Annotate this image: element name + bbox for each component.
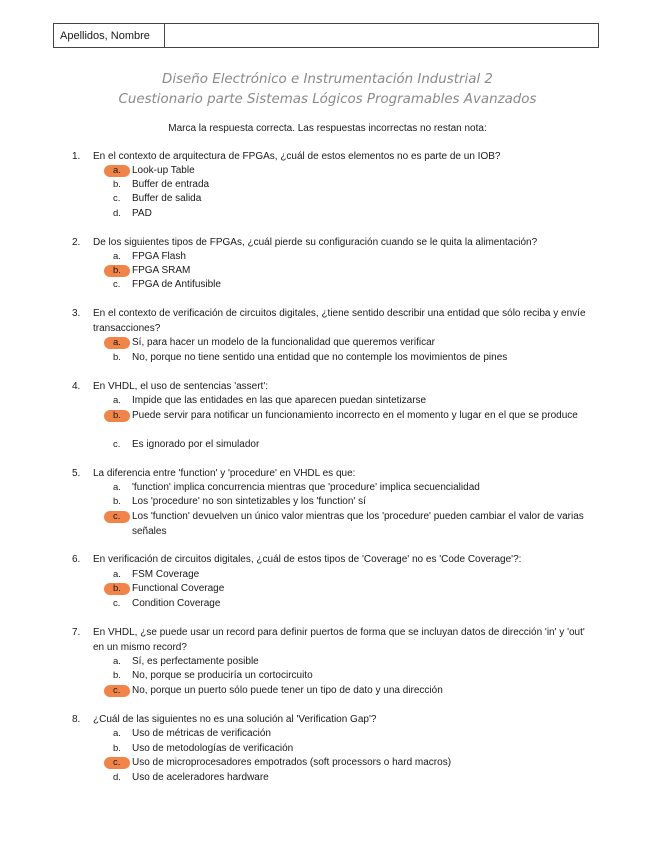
option-letter[interactable]: c. — [113, 439, 121, 450]
question-text: La diferencia entre 'function' y 'procedure' en VHDL es que: — [93, 468, 356, 479]
option-text[interactable]: No, porque se produciría un cortocircuito — [132, 670, 313, 681]
option-text[interactable]: Impide que las entidades en las que aparecen puedan sintetizarse — [132, 395, 427, 406]
option-text[interactable]: Buffer de entrada — [132, 179, 210, 190]
name-field-box[interactable] — [53, 23, 599, 48]
option-text[interactable]: Uso de metodologías de verificación — [132, 743, 294, 754]
question-number: 5. — [72, 468, 81, 479]
option-text[interactable]: FPGA de Antifusible — [132, 279, 221, 290]
question-number: 7. — [72, 627, 81, 638]
option-text[interactable]: 'function' implica concurrencia mientras que 'procedure' implica secuencialidad — [132, 482, 480, 493]
option-letter[interactable]: b. — [113, 265, 121, 276]
question-number: 8. — [72, 714, 81, 725]
option-letter[interactable]: c. — [113, 757, 121, 768]
option-text[interactable]: Buffer de salida — [132, 193, 202, 204]
document-subtitle: Cuestionario parte Sistemas Lógicos Programables Avanzados — [118, 92, 537, 107]
question-text: De los siguientes tipos de FPGAs, ¿cuál pierde su configuración cuando se le quita la alimentación? — [93, 237, 538, 248]
option-text[interactable]: No, porque un puerto sólo puede tener un tipo de dato y una dirección — [132, 685, 443, 696]
name-label: Apellidos, Nombre — [54, 24, 165, 47]
option-letter[interactable]: b. — [113, 743, 121, 754]
option-letter[interactable]: a. — [113, 165, 121, 176]
option-letter[interactable]: b. — [113, 352, 121, 363]
option-text[interactable]: FPGA SRAM — [132, 265, 191, 276]
option-text[interactable]: Functional Coverage — [132, 583, 225, 594]
option-letter[interactable]: a. — [113, 337, 121, 348]
option-letter[interactable]: a. — [113, 569, 121, 580]
question-text: En VHDL, el uso de sentencias 'assert': — [93, 381, 269, 392]
question-text: En el contexto de verificación de circuitos digitales, ¿tiene sentido describir una entidad que sólo reciba y envíe transacciones? — [93, 308, 586, 334]
option-letter[interactable]: a. — [113, 728, 121, 739]
option-text[interactable]: Look-up Table — [132, 165, 195, 176]
option-text[interactable]: Condition Coverage — [132, 598, 221, 609]
document-title: Diseño Electrónico e Instrumentación Industrial 2 — [162, 72, 493, 87]
option-text[interactable]: Los 'procedure' no son sintetizables y los 'function' sí — [132, 496, 366, 507]
question-text: En verificación de circuitos digitales, ¿cuál de estos tipos de 'Coverage' no es 'Code Coverage'?: — [93, 554, 522, 565]
option-letter[interactable]: c. — [113, 685, 121, 696]
option-letter[interactable]: b. — [113, 410, 121, 421]
option-text[interactable]: Uso de métricas de verificación — [132, 728, 271, 739]
option-text[interactable]: Sí, es perfectamente posible — [132, 656, 259, 667]
option-letter[interactable]: c. — [113, 193, 121, 204]
option-letter[interactable]: b. — [113, 496, 121, 507]
option-letter[interactable]: c. — [113, 598, 121, 609]
option-letter[interactable]: a. — [113, 482, 121, 493]
question-number: 2. — [72, 237, 81, 248]
option-text[interactable]: Puede servir para notificar un funcionamiento incorrecto en el momento y lugar en el que se produce — [132, 410, 578, 421]
option-letter[interactable]: d. — [113, 208, 121, 219]
question-text: En el contexto de arquitectura de FPGAs, ¿cuál de estos elementos no es parte de un IOB? — [93, 151, 501, 162]
option-text[interactable]: Uso de aceleradores hardware — [132, 772, 269, 783]
option-text[interactable]: PAD — [132, 208, 152, 219]
question-number: 3. — [72, 308, 81, 319]
question-number: 1. — [72, 151, 81, 162]
option-text[interactable]: No, porque no tiene sentido una entidad que no contemple los movimientos de pines — [132, 352, 508, 363]
question-text: ¿Cuál de las siguientes no es una solución al 'Verification Gap'? — [93, 714, 377, 725]
question-number: 6. — [72, 554, 81, 565]
option-letter[interactable]: d. — [113, 772, 121, 783]
option-text[interactable]: Es ignorado por el simulador — [132, 439, 260, 450]
option-letter[interactable]: b. — [113, 670, 121, 681]
option-text[interactable]: Sí, para hacer un modelo de la funcionalidad que queremos verificar — [132, 337, 435, 348]
option-text[interactable]: Los 'function' devuelven un único valor mientras que los 'procedure' pueden cambiar el valor de varias señales — [132, 511, 584, 537]
option-text[interactable]: FPGA Flash — [132, 251, 186, 262]
option-letter[interactable]: b. — [113, 583, 121, 594]
option-letter[interactable]: a. — [113, 395, 121, 406]
option-letter[interactable]: a. — [113, 656, 121, 667]
question-text: En VHDL, ¿se puede usar un record para definir puertos de forma que se incluyan datos de dirección 'in' y 'out' en un mismo record? — [93, 627, 585, 653]
option-letter[interactable]: a. — [113, 251, 121, 262]
question-number: 4. — [72, 381, 81, 392]
option-text[interactable]: FSM Coverage — [132, 569, 200, 580]
name-input-area[interactable] — [165, 24, 598, 47]
option-text[interactable]: Uso de microprocesadores empotrados (soft processors o hard macros) — [132, 757, 452, 768]
option-letter[interactable]: b. — [113, 179, 121, 190]
instructions: Marca la respuesta correcta. Las respuestas incorrectas no restan nota: — [168, 123, 487, 134]
option-letter[interactable]: c. — [113, 279, 121, 290]
option-letter[interactable]: c. — [113, 511, 121, 522]
